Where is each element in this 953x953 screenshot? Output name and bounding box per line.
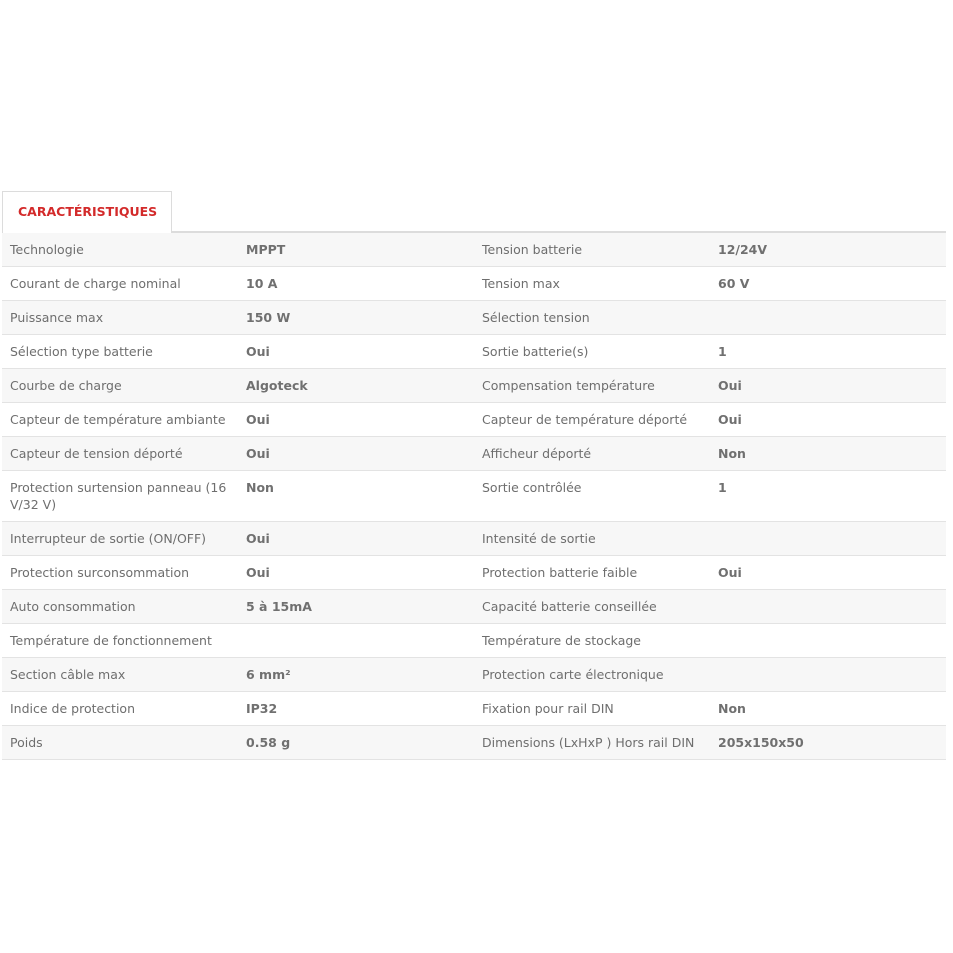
spec-table-body	[2, 233, 946, 760]
spec-label: Fixation pour rail DIN	[474, 692, 710, 726]
spec-label: Sortie batterie(s)	[474, 335, 710, 369]
table-row	[2, 692, 946, 726]
spec-label: Protection surtension panneau (16 V/32 V)	[2, 471, 238, 522]
table-row	[2, 556, 946, 590]
spec-value	[710, 522, 946, 556]
spec-label: Sélection tension	[474, 301, 710, 335]
spec-label: Courbe de charge	[2, 369, 238, 403]
spec-value: Algoteck	[238, 369, 474, 403]
spec-label: Tension batterie	[474, 233, 710, 267]
spec-label: Capteur de tension déporté	[2, 437, 238, 471]
spec-value: Oui	[238, 403, 474, 437]
tab-caracteristiques[interactable]: CARACTÉRISTIQUES	[2, 191, 172, 231]
spec-value: Oui	[710, 369, 946, 403]
spec-value: 205x150x50	[710, 726, 946, 760]
spec-label: Compensation température	[474, 369, 710, 403]
spec-value: Non	[238, 471, 474, 522]
table-row	[2, 369, 946, 403]
spec-value: Oui	[238, 437, 474, 471]
spec-value: Oui	[710, 556, 946, 590]
table-row	[2, 335, 946, 369]
spec-value: 10 A	[238, 267, 474, 301]
spec-value: 150 W	[238, 301, 474, 335]
spec-value	[710, 301, 946, 335]
spec-label: Capacité batterie conseillée	[474, 590, 710, 624]
spec-label: Afficheur déporté	[474, 437, 710, 471]
spec-value: 12/24V	[710, 233, 946, 267]
table-row	[2, 590, 946, 624]
spec-value	[238, 624, 474, 658]
spec-label: Indice de protection	[2, 692, 238, 726]
spec-label: Température de fonctionnement	[2, 624, 238, 658]
spec-label: Capteur de température ambiante	[2, 403, 238, 437]
spec-label: Protection surconsommation	[2, 556, 238, 590]
spec-value	[710, 624, 946, 658]
spec-value: 1	[710, 471, 946, 522]
table-row	[2, 658, 946, 692]
table-row	[2, 624, 946, 658]
spec-value: Non	[710, 437, 946, 471]
spec-value: Oui	[710, 403, 946, 437]
table-row	[2, 403, 946, 437]
spec-label: Auto consommation	[2, 590, 238, 624]
spec-label: Tension max	[474, 267, 710, 301]
table-row	[2, 301, 946, 335]
spec-label: Poids	[2, 726, 238, 760]
spec-value	[710, 658, 946, 692]
spec-label: Protection carte électronique	[474, 658, 710, 692]
table-row	[2, 437, 946, 471]
spec-value: 5 à 15mA	[238, 590, 474, 624]
table-row	[2, 726, 946, 760]
spec-value: MPPT	[238, 233, 474, 267]
spec-label: Capteur de température déporté	[474, 403, 710, 437]
spec-label: Section câble max	[2, 658, 238, 692]
spec-table	[2, 233, 946, 760]
characteristics-panel	[2, 191, 946, 760]
spec-value: 0.58 g	[238, 726, 474, 760]
spec-value: 1	[710, 335, 946, 369]
spec-value: 60 V	[710, 267, 946, 301]
spec-value: IP32	[238, 692, 474, 726]
table-row	[2, 233, 946, 267]
spec-label: Dimensions (LxHxP ) Hors rail DIN	[474, 726, 710, 760]
table-row	[2, 267, 946, 301]
spec-label: Température de stockage	[474, 624, 710, 658]
spec-value: Oui	[238, 556, 474, 590]
table-row	[2, 471, 946, 522]
spec-label: Technologie	[2, 233, 238, 267]
spec-label: Intensité de sortie	[474, 522, 710, 556]
spec-value: Oui	[238, 335, 474, 369]
table-row	[2, 522, 946, 556]
spec-value: 6 mm²	[238, 658, 474, 692]
spec-value: Non	[710, 692, 946, 726]
spec-label: Courant de charge nominal	[2, 267, 238, 301]
spec-label: Puissance max	[2, 301, 238, 335]
spec-label: Sélection type batterie	[2, 335, 238, 369]
spec-label: Sortie contrôlée	[474, 471, 710, 522]
spec-value: Oui	[238, 522, 474, 556]
spec-label: Interrupteur de sortie (ON/OFF)	[2, 522, 238, 556]
tab-bar	[2, 191, 946, 233]
spec-label: Protection batterie faible	[474, 556, 710, 590]
spec-value	[710, 590, 946, 624]
